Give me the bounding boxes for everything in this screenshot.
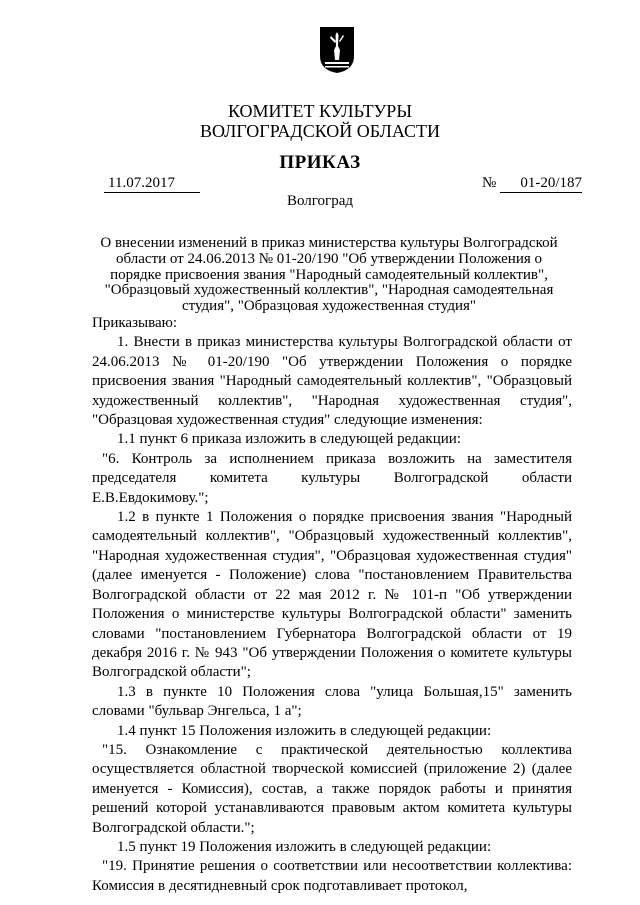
paragraph-1-4-text: "15. Ознакомление с практической деятельностью коллектива осуществляется областной творческой комиссией (приложение 2) (далее именуется - Комиссия), состав, а также порядок работы и принятия решений которой устанавливаются правовым актом комитета культуры Волгоградской области."; bbox=[92, 741, 572, 836]
paragraph-1-1-text: "6. Контроль за исполнением приказа возложить на заместителя председателя комитета культуры Волгоградской области Е.В.Евдокимову."; bbox=[92, 450, 572, 506]
order-number-label: № bbox=[482, 175, 497, 191]
paragraph-1-5: 1.5 пункт 19 Положения изложить в следующей редакции: bbox=[117, 838, 492, 855]
order-date: 11.07.2017 bbox=[104, 174, 200, 193]
coat-of-arms-icon bbox=[319, 26, 355, 74]
document-type-title: ПРИКАЗ bbox=[279, 152, 361, 173]
org-name-line1: КОМИТЕТ КУЛЬТУРЫ bbox=[227, 101, 413, 121]
order-body bbox=[92, 314, 572, 896]
order-subject: О внесении изменений в приказ министерства культуры Волгоградской области от 24.06.2013 № 01-20/190 "Об утверждении Положения о порядке присвоения звания "Народный самодеятельный коллектив", "Образцовый художественный коллектив", "Народная самодеятельная студия", "Образцовая художественная студия" bbox=[100, 235, 558, 315]
paragraph-1-4: 1.4 пункт 15 Положения изложить в следующей редакции: bbox=[117, 722, 492, 739]
paragraph-1: 1. Внести в приказ министерства культуры Волгоградской области от 24.06.2013 № 01-20/190 "Об утверждении Положения о порядке присвоения звания "Народный самодеятельный коллектив", "Образцовый художественный коллектив", "Народная художественная студия", "Образцовая художественная студия" следующие изменения: bbox=[92, 334, 572, 429]
city-name: Волгоград bbox=[286, 193, 353, 209]
paragraph-1-3: 1.3 в пункте 10 Положения слова "улица Большая,15" заменить словами "бульвар Энгельса, 1 а"; bbox=[92, 683, 572, 720]
paragraph-1-1: 1.1 пункт 6 приказа изложить в следующей редакции: bbox=[117, 431, 461, 448]
paragraph-1-2: 1.2 в пункте 1 Положения о порядке присвоения звания "Народный самодеятельный коллектив", "Образцовый художественный коллектив", "Народная художественная студия", "Образцовая художественная студия" (далее именуется - Положение) слова "постановлением Правительства Волгоградской области от 22 мая 2012 г. № 101-п "Об утверждении Положения о министерстве культуры Волгоградской области" заменить словами "постановлением Губернатора Волгоградской области от 19 декабря 2016 г. № 943 "Об утверждении Положения о комитете культуры Волгоградской области"; bbox=[92, 509, 572, 681]
intro-line: Приказываю: bbox=[92, 315, 177, 331]
paragraph-1-5-text: "19. Принятие решения о соответствии или несоответствии коллектива: Комиссия в десятидневный срок подготавливает протокол, bbox=[92, 858, 572, 894]
order-number: 01-20/187 bbox=[500, 174, 582, 193]
org-name-line2: ВОЛГОГРАДСКОЙ ОБЛАСТИ bbox=[200, 121, 440, 141]
